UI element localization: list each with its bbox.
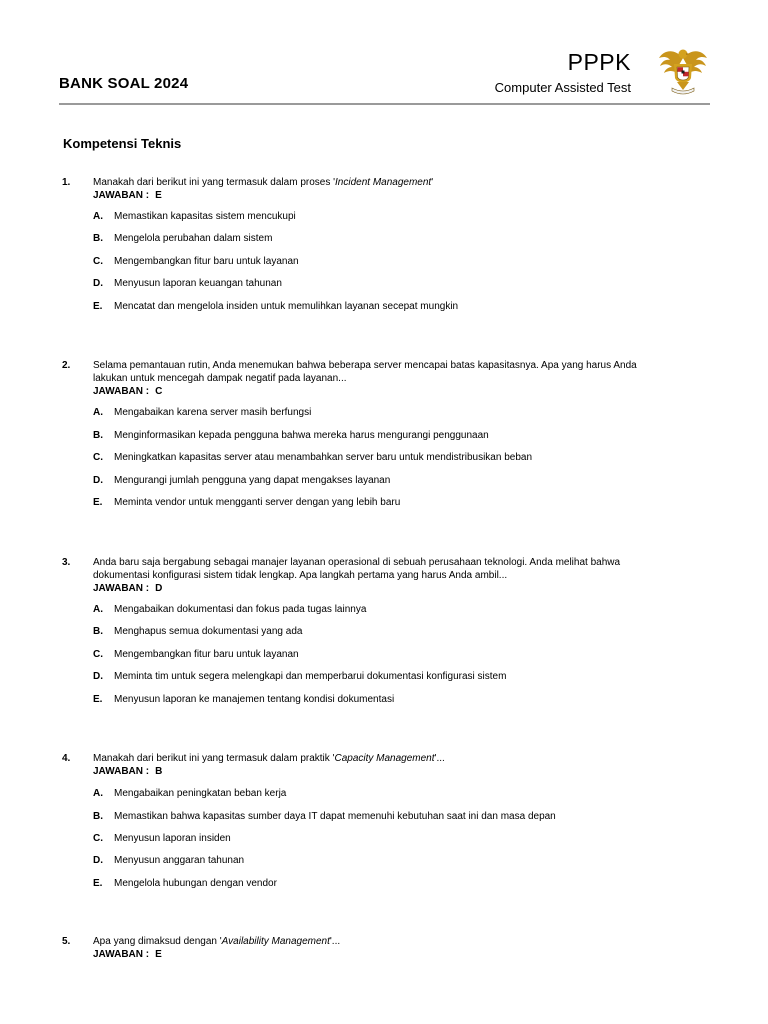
question-number: 4. — [62, 753, 71, 764]
answer-key: JAWABAN : B — [93, 766, 163, 777]
option-c: C. Mengembangkan fitur baru untuk layanan — [93, 649, 299, 660]
option-c: C. Meningkatkan kapasitas server atau menambahkan server baru untuk mendistribusikan beban — [93, 452, 533, 463]
header-divider — [59, 103, 710, 105]
question-text: Manakah dari berikut ini yang termasuk dalam praktik 'Capacity Management'... — [93, 753, 445, 764]
option-e: E. Meminta vendor untuk mengganti server dengan yang lebih baru — [93, 497, 401, 508]
question-number: 2. — [62, 360, 71, 371]
option-a: A. Mengabaikan peningkatan beban kerja — [93, 788, 287, 799]
option-b: B. Menghapus semua dokumentasi yang ada — [93, 626, 303, 637]
question-text-line-1: Anda baru saja bergabung sebagai manajer layanan operasional di sebuah perusahaan teknologi. Anda melihat bahwa — [93, 557, 621, 568]
question-text: Manakah dari berikut ini yang termasuk dalam proses 'Incident Management' — [93, 177, 434, 188]
option-a: A. Mengabaikan karena server masih berfungsi — [93, 407, 312, 418]
question-text-line-2: dokumentasi konfigurasi sistem tidak lengkap. Apa langkah pertama yang harus Anda ambil... — [93, 570, 508, 581]
option-b: B. Memastikan bahwa kapasitas sumber daya IT dapat memenuhi kebutuhan saat ini dan masa depan — [93, 811, 556, 822]
garuda-emblem-icon — [656, 44, 710, 96]
brand-subtitle: Computer Assisted Test — [494, 80, 631, 95]
option-b: B. Mengelola perubahan dalam sistem — [93, 233, 273, 244]
option-c: C. Menyusun laporan insiden — [93, 833, 231, 844]
answer-key: JAWABAN : E — [93, 949, 162, 960]
option-e: E. Mencatat dan mengelola insiden untuk memulihkan layanan secepat mungkin — [93, 301, 459, 312]
option-c: C. Mengembangkan fitur baru untuk layanan — [93, 256, 299, 267]
option-a: A. Memastikan kapasitas sistem mencukupi — [93, 211, 296, 222]
section-title: Kompetensi Teknis — [63, 136, 182, 151]
option-b: B. Menginformasikan kepada pengguna bahwa mereka harus mengurangi penggunaan — [93, 430, 489, 441]
question-number: 1. — [62, 177, 71, 188]
answer-key: JAWABAN : C — [93, 386, 163, 397]
question-number: 3. — [62, 557, 71, 568]
question-text-line-1: Selama pemantauan rutin, Anda menemukan bahwa beberapa server mencapai batas kapasitasnya. Apa yang harus Anda — [93, 360, 637, 371]
question-number: 5. — [62, 936, 71, 947]
document-title: BANK SOAL 2024 — [59, 75, 189, 92]
option-d: D. Menyusun laporan keuangan tahunan — [93, 278, 282, 289]
header-brand-block — [495, 48, 631, 96]
question-text: Apa yang dimaksud dengan 'Availability Management'... — [93, 936, 341, 947]
brand-title: PPPK — [567, 49, 631, 75]
option-a: A. Mengabaikan dokumentasi dan fokus pada tugas lainnya — [93, 604, 367, 615]
option-e: E. Menyusun laporan ke manajemen tentang kondisi dokumentasi — [93, 694, 395, 705]
answer-key: JAWABAN : E — [93, 190, 162, 201]
option-d: D. Meminta tim untuk segera melengkapi dan memperbarui dokumentasi konfigurasi sistem — [93, 671, 507, 682]
option-d: D. Menyusun anggaran tahunan — [93, 855, 245, 866]
answer-key: JAWABAN : D — [93, 583, 163, 594]
option-d: D. Mengurangi jumlah pengguna yang dapat mengakses layanan — [93, 475, 391, 486]
question-text-line-2: lakukan untuk mencegah dampak negatif pada layanan... — [93, 373, 347, 384]
option-e: E. Mengelola hubungan dengan vendor — [93, 878, 277, 889]
